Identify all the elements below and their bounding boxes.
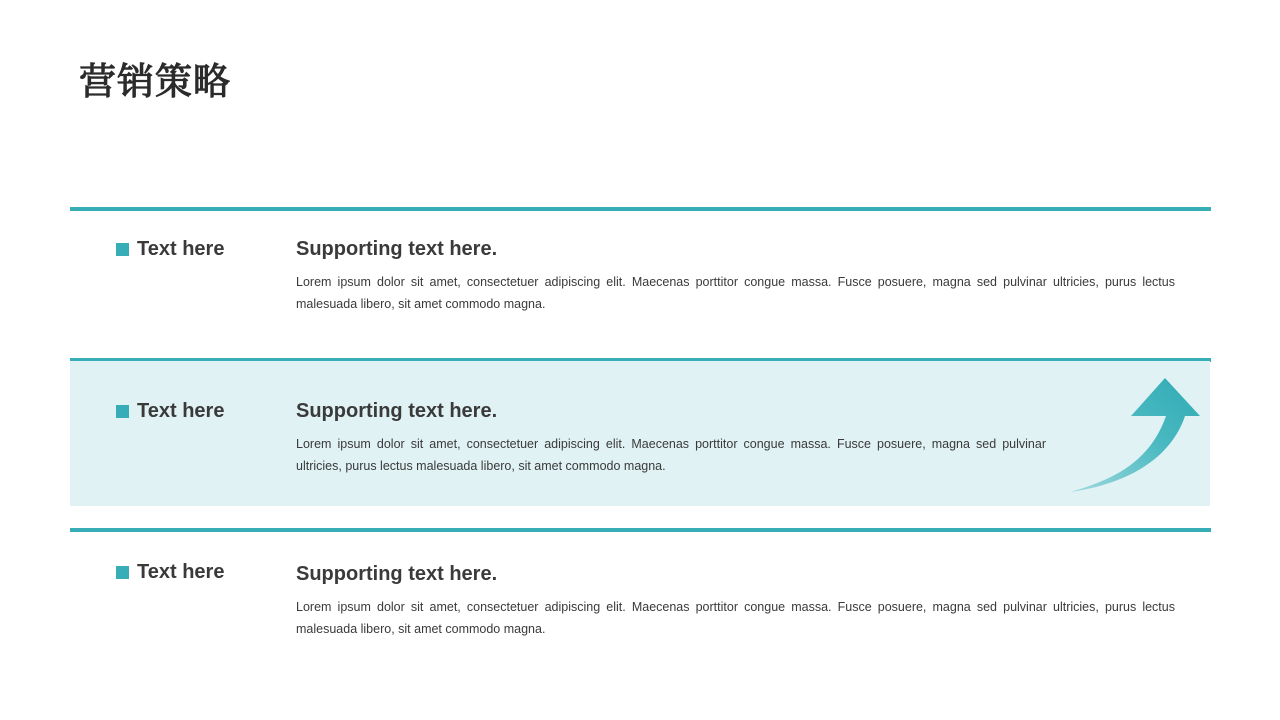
row-1-heading: Supporting text here.: [296, 238, 498, 260]
square-bullet-icon: [116, 243, 129, 256]
row-3-label: [116, 560, 224, 584]
row-2-heading: Supporting text here.: [296, 400, 498, 422]
row-1-body: Lorem ipsum dolor sit amet, consectetuer adipiscing elit. Maecenas porttitor congue massa. Fusce posuere, magna sed pulvinar ultricies, purus lectus malesuada libero, sit amet commodo magna.: [296, 275, 1175, 311]
row-2-label: [116, 399, 224, 423]
row-3-heading: Supporting text here.: [296, 563, 498, 585]
slide-title: 营销策略: [79, 60, 231, 103]
row-1-label-text: Text here: [137, 237, 225, 260]
row-2-body: Lorem ipsum dolor sit amet, consectetuer adipiscing elit. Maecenas porttitor congue massa. Fusce posuere, magna sed pulvinar ultricies, purus lectus malesuada libero, sit amet commodo magna.: [296, 437, 1046, 473]
curved-up-arrow-icon: [1068, 376, 1202, 494]
divider-top: [70, 207, 1211, 211]
square-bullet-icon: [116, 405, 129, 418]
row-2-label-text: Text here: [137, 399, 225, 422]
row-1-label: [116, 237, 224, 261]
square-bullet-icon: [116, 566, 129, 579]
row-3-label-text: Text here: [137, 560, 225, 583]
divider-bottom: [70, 528, 1211, 532]
row-3-body: Lorem ipsum dolor sit amet, consectetuer adipiscing elit. Maecenas porttitor congue massa. Fusce posuere, magna sed pulvinar ultricies, purus lectus malesuada libero, sit amet commodo magna.: [296, 600, 1175, 636]
